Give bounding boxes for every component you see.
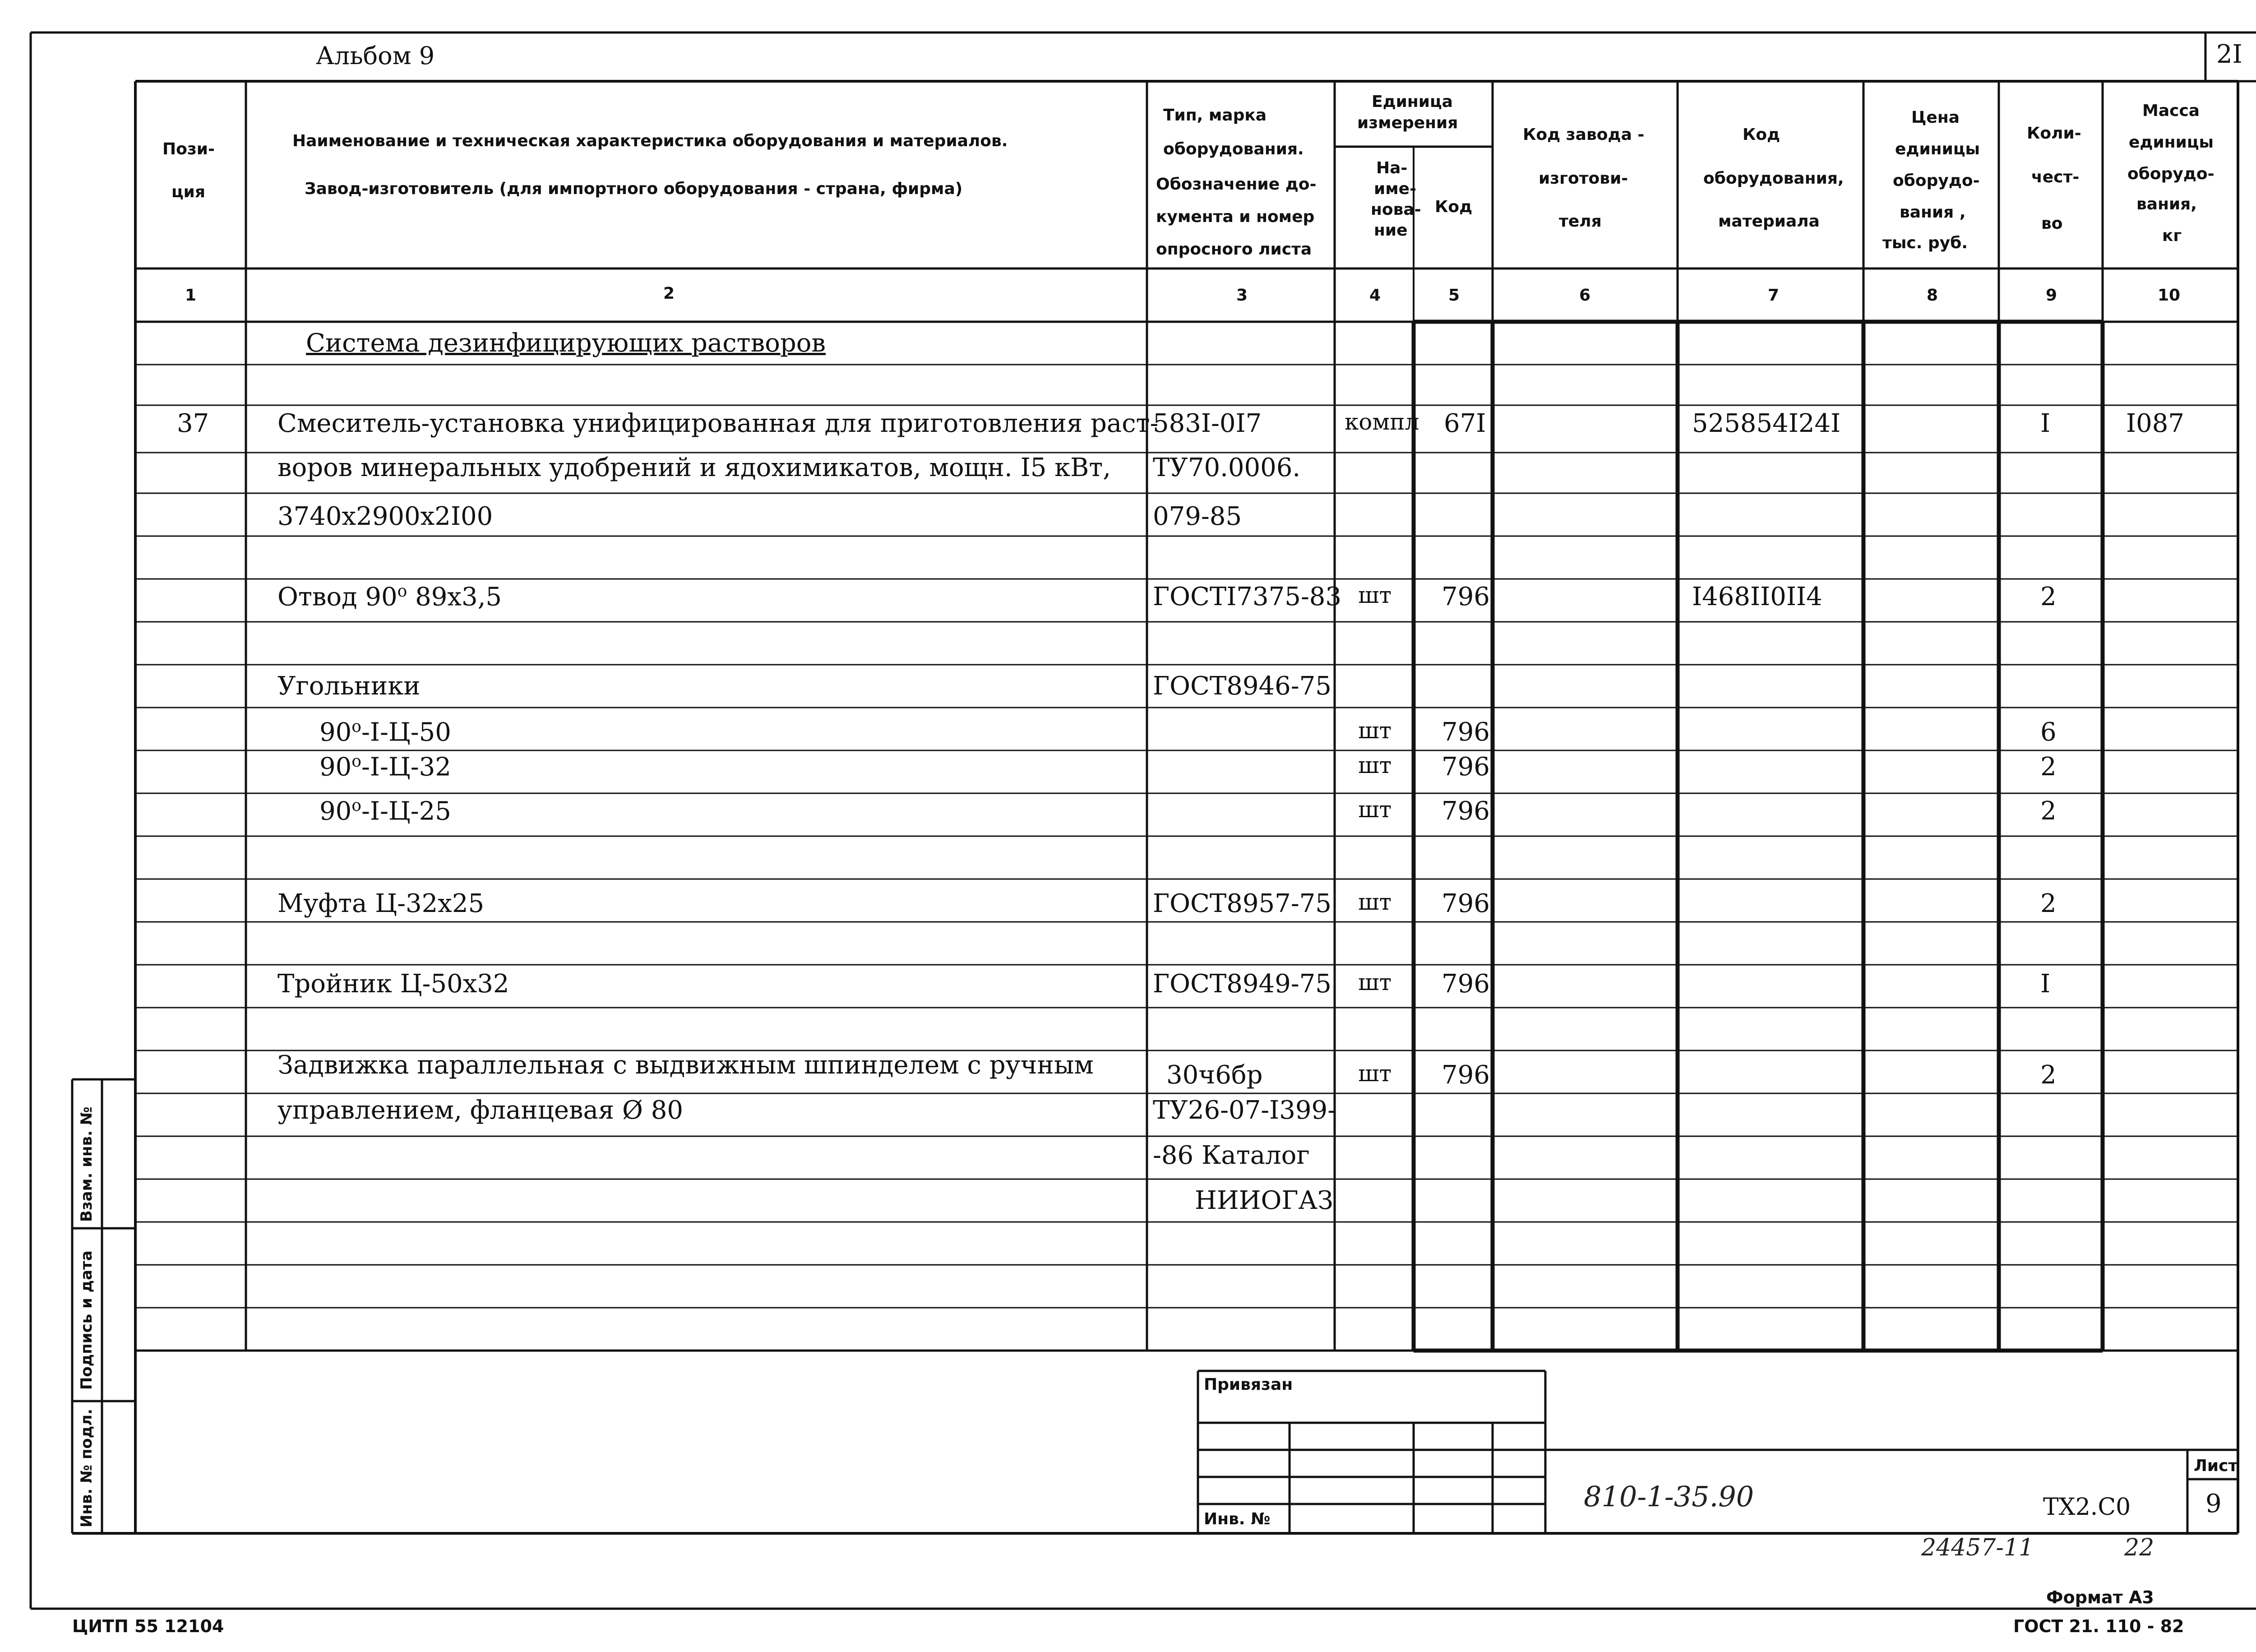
- header-qty-1: Коли-: [2027, 124, 2081, 143]
- header-unit-code: Код: [1435, 198, 1473, 216]
- row-position: 37: [177, 409, 209, 438]
- header-mass-2: единицы: [2129, 133, 2214, 152]
- row-code: 67I: [1444, 409, 1486, 438]
- footer-left-code: ЦИТП 55 12104: [72, 1616, 224, 1636]
- header-name-line2: Завод-изготовитель (для импортного оборудования - страна, фирма): [305, 180, 963, 198]
- row-doc: ГОСТI7375-83: [1153, 582, 1342, 611]
- header-price-2: единицы: [1895, 140, 1980, 158]
- header-unit-name-2: име-: [1374, 180, 1417, 198]
- sheet-label: Лист: [2194, 1457, 2238, 1475]
- header-unit-group-2: измерения: [1357, 114, 1458, 132]
- colnum-7: 7: [1768, 286, 1780, 305]
- inv-label: Инв. №: [1204, 1510, 1271, 1528]
- row-code: 796: [1442, 969, 1490, 999]
- row-name: [319, 752, 451, 782]
- row-unit: шт: [1358, 889, 1392, 915]
- row-equip-code: I468II0II4: [1692, 582, 1822, 611]
- header-qty-3: во: [2041, 214, 2063, 233]
- sheet-number: 9: [2205, 1489, 2222, 1518]
- colnum-6: 6: [1579, 286, 1591, 305]
- header-unit-name-1: На-: [1376, 159, 1408, 177]
- document-code: ТХ2.С0: [2043, 1494, 2131, 1521]
- row-unit: шт: [1358, 796, 1392, 823]
- format-label: Формат А3: [2046, 1587, 2154, 1607]
- row-unit: компл: [1345, 409, 1419, 435]
- header-plant-code-2: изготови-: [1539, 169, 1628, 188]
- row-doc: ГОСТ8957-75: [1153, 889, 1331, 918]
- header-unit-name-4: ние: [1374, 221, 1408, 240]
- row-qty: 2: [2040, 889, 2057, 918]
- colnum-3: 3: [1236, 286, 1248, 305]
- row-doc: ТУ70.0006.: [1153, 453, 1301, 482]
- header-name-line1: Наименование и техническая характеристика оборудования и материалов.: [292, 132, 1008, 150]
- row-qty: 2: [2040, 582, 2057, 611]
- header-type-5: опросного листа: [1156, 240, 1312, 259]
- row-name-main: 90: [319, 717, 352, 747]
- header-position-2: ция: [171, 183, 206, 201]
- row-name: Тройник Ц-50х32: [277, 969, 509, 999]
- colnum-1: 1: [185, 286, 197, 305]
- side-stamp-replacement: Взам. инв. №: [78, 1106, 96, 1222]
- header-plant-code-1: Код завода -: [1523, 125, 1645, 144]
- row-doc: -86 Каталог: [1153, 1141, 1310, 1170]
- header-equip-code-2: оборудования,: [1703, 169, 1844, 188]
- row-mass: I087: [2126, 409, 2185, 438]
- colnum-2: 2: [663, 284, 675, 303]
- header-price-1: Цена: [1911, 108, 1960, 127]
- row-name-main: 90: [319, 796, 352, 826]
- section-title: Система дезинфицирующих растворов: [306, 329, 826, 358]
- row-name: [319, 717, 451, 747]
- row-name: управлением, фланцевая Ø 80: [277, 1096, 683, 1125]
- row-name: Смеситель-установка унифицированная для приготовления раст-: [277, 409, 1159, 438]
- row-code: 796: [1442, 796, 1490, 826]
- row-qty: I: [2040, 969, 2051, 999]
- row-doc: ГОСТ8949-75: [1153, 969, 1331, 999]
- archive-page: 22: [2124, 1534, 2154, 1561]
- row-name: Задвижка параллельная с выдвижным шпинделем с ручным: [277, 1050, 1094, 1080]
- row-qty: 2: [2040, 752, 2057, 782]
- side-stamp-signature-date: Подпись и дата: [78, 1250, 96, 1390]
- side-stamp-original-inv: Инв. № подл.: [78, 1408, 96, 1527]
- header-mass-1: Масса: [2142, 102, 2200, 120]
- row-name: [319, 796, 451, 826]
- row-name-main: 90: [319, 752, 352, 782]
- header-unit-name-3: нова-: [1371, 200, 1421, 219]
- header-type-3: Обозначение до-: [1156, 175, 1317, 194]
- row-name: [277, 582, 502, 612]
- row-unit: шт: [1358, 752, 1392, 778]
- header-price-3: оборудо-: [1893, 171, 1980, 190]
- header-position-1: Пози-: [162, 140, 215, 158]
- row-name: воров минеральных удобрений и ядохимикатов, мощн. I5 кВт,: [277, 453, 1111, 482]
- row-code: 796: [1442, 582, 1490, 611]
- colnum-4: 4: [1369, 286, 1381, 305]
- header-qty-2: чест-: [2031, 168, 2080, 186]
- archive-number: 24457-11: [1921, 1534, 2034, 1561]
- degree-sup: о: [351, 717, 361, 736]
- row-doc: НИИОГАЗ: [1195, 1186, 1333, 1215]
- row-code: 796: [1442, 1060, 1490, 1090]
- header-equip-code-1: Код: [1743, 125, 1780, 144]
- row-doc: ГОСТ8946-75: [1153, 671, 1331, 701]
- header-mass-5: кг: [2162, 227, 2182, 245]
- colnum-9: 9: [2046, 286, 2057, 305]
- row-name: Угольники: [277, 671, 421, 701]
- header-equip-code-3: материала: [1718, 212, 1820, 231]
- row-unit: шт: [1358, 582, 1392, 608]
- header-unit-group-1: Единица: [1372, 93, 1453, 111]
- degree-sup: о: [397, 582, 407, 601]
- header-mass-3: оборудо-: [2127, 165, 2214, 183]
- row-equip-code: 525854I24I: [1692, 409, 1841, 438]
- row-qty: 6: [2040, 717, 2057, 747]
- header-mass-4: вания,: [2136, 195, 2197, 213]
- header-plant-code-3: теля: [1559, 212, 1602, 231]
- footer-standard: ГОСТ 21. 110 - 82: [2013, 1616, 2184, 1636]
- row-qty: I: [2040, 409, 2051, 438]
- header-price-5: тыс. руб.: [1882, 234, 1968, 252]
- colnum-10: 10: [2158, 286, 2181, 305]
- bound-label: Привязан: [1204, 1375, 1293, 1394]
- row-name: Муфта Ц-32х25: [277, 889, 485, 918]
- degree-sup: о: [351, 752, 361, 771]
- row-name-tail: -I-Ц-32: [361, 752, 451, 782]
- row-code: 796: [1442, 889, 1490, 918]
- degree-sup: о: [351, 796, 361, 815]
- row-name-tail: 89х3,5: [407, 582, 502, 612]
- row-qty: 2: [2040, 1060, 2057, 1090]
- row-doc: ТУ26-07-I399-: [1153, 1096, 1336, 1125]
- row-unit: шт: [1358, 1060, 1392, 1087]
- row-doc: 079-85: [1153, 502, 1242, 531]
- page-number: 2I: [2216, 40, 2242, 69]
- header-type-4: кумента и номер: [1156, 208, 1315, 226]
- row-name-tail: -I-Ц-50: [361, 717, 451, 747]
- row-qty: 2: [2040, 796, 2057, 826]
- row-unit: шт: [1358, 969, 1392, 995]
- row-name-tail: -I-Ц-25: [361, 796, 451, 826]
- document-number: 810-1-35.90: [1584, 1480, 1754, 1513]
- row-code: 796: [1442, 752, 1490, 782]
- row-code: 796: [1442, 717, 1490, 747]
- colnum-8: 8: [1927, 286, 1938, 305]
- header-type-1: Тип, марка: [1163, 106, 1267, 125]
- row-name: 3740х2900х2I00: [277, 502, 493, 531]
- colnum-5: 5: [1448, 286, 1460, 305]
- row-doc: 583I-0I7: [1153, 409, 1262, 438]
- header-price-4: вания ,: [1900, 203, 1966, 222]
- row-name-main: Отвод 90: [277, 582, 398, 612]
- row-doc: 30ч6бр: [1166, 1060, 1263, 1090]
- row-unit: шт: [1358, 717, 1392, 744]
- album-label: Альбом 9: [316, 42, 435, 70]
- header-type-2: оборудования.: [1163, 140, 1304, 158]
